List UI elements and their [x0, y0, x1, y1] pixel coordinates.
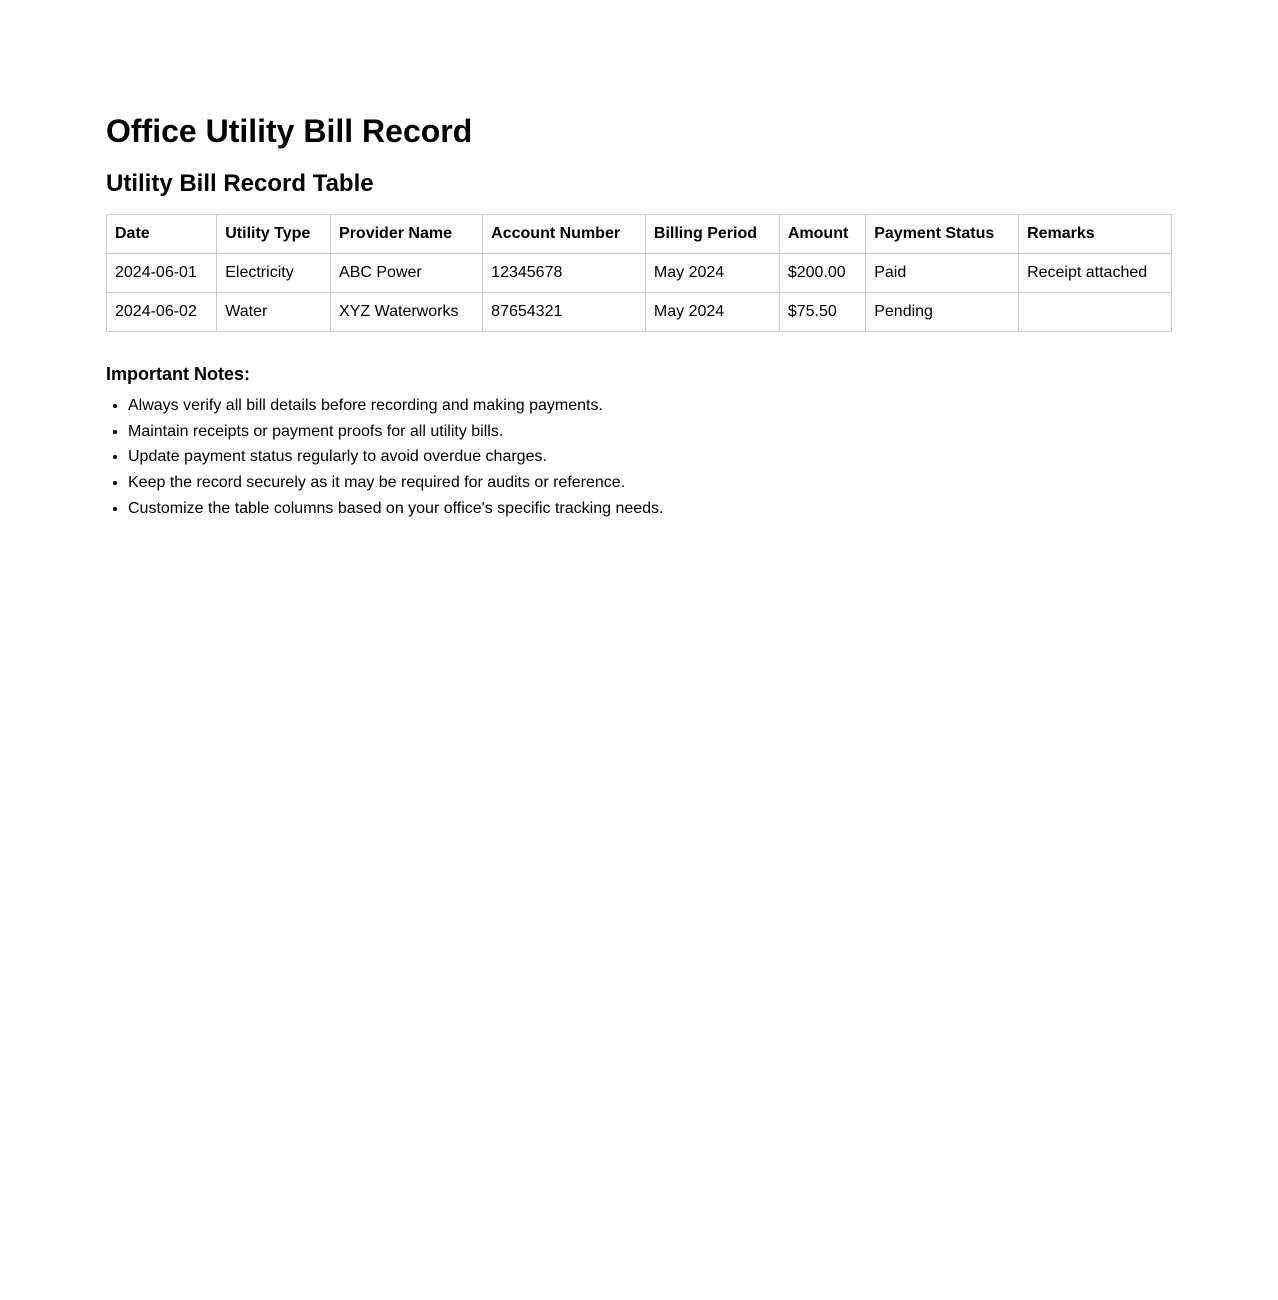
cell-provider-name: XYZ Waterworks: [331, 293, 483, 332]
cell-account-number: 87654321: [483, 293, 646, 332]
list-item: • Always verify all bill details before recording and making payments.: [128, 393, 663, 419]
cell-amount: $75.50: [779, 293, 865, 332]
cell-date: 2024-06-01: [107, 254, 217, 293]
table-title: Utility Bill Record Table: [106, 170, 374, 197]
cell-utility-type: Water: [217, 293, 331, 332]
column-header-account-number: Account Number: [483, 215, 646, 254]
column-header-provider-name: Provider Name: [331, 215, 483, 254]
cell-provider-name: ABC Power: [331, 254, 483, 293]
column-header-remarks: Remarks: [1019, 215, 1172, 254]
cell-payment-status: Paid: [866, 254, 1019, 293]
cell-remarks: [1019, 293, 1172, 332]
column-header-amount: Amount: [779, 215, 865, 254]
list-item: • Keep the record securely as it may be required for audits or reference.: [128, 470, 663, 496]
cell-billing-period: May 2024: [645, 293, 779, 332]
cell-billing-period: May 2024: [645, 254, 779, 293]
notes-list: [106, 393, 663, 522]
cell-remarks: Receipt attached: [1019, 254, 1172, 293]
table-row: [107, 254, 1172, 293]
cell-payment-status: Pending: [866, 293, 1019, 332]
list-item: • Customize the table columns based on your office's specific tracking needs.: [128, 496, 663, 522]
cell-date: 2024-06-02: [107, 293, 217, 332]
bill-record-table: [106, 214, 1172, 332]
page-title: Office Utility Bill Record: [106, 113, 473, 149]
cell-account-number: 12345678: [483, 254, 646, 293]
column-header-payment-status: Payment Status: [866, 215, 1019, 254]
table-row: [107, 293, 1172, 332]
column-header-utility-type: Utility Type: [217, 215, 331, 254]
notes-title: Important Notes:: [106, 364, 250, 384]
column-header-date: Date: [107, 215, 217, 254]
column-header-billing-period: Billing Period: [645, 215, 779, 254]
list-item: • Update payment status regularly to avoid overdue charges.: [128, 444, 663, 470]
list-item: • Maintain receipts or payment proofs for all utility bills.: [128, 419, 663, 445]
table-header-row: [107, 215, 1172, 254]
cell-amount: $200.00: [779, 254, 865, 293]
cell-utility-type: Electricity: [217, 254, 331, 293]
